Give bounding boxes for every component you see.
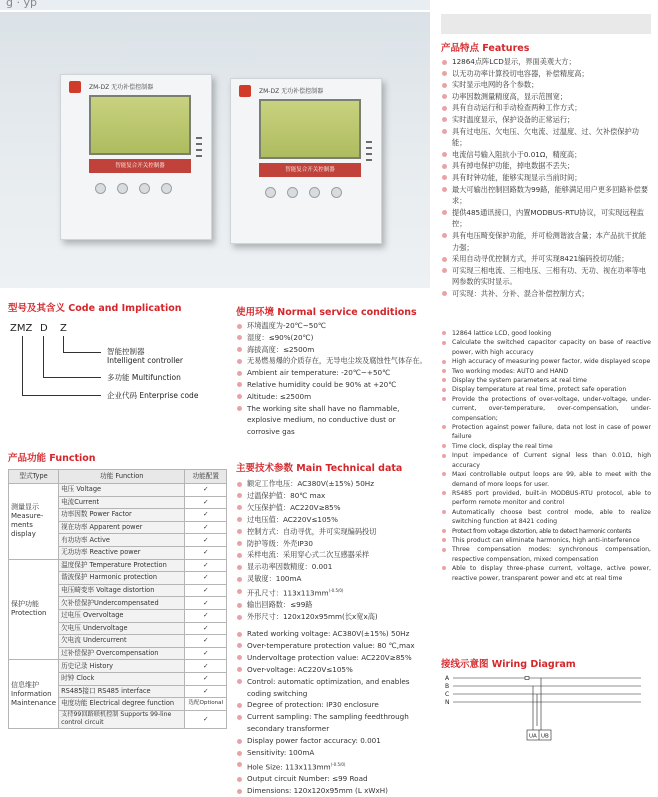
ct-symbol <box>525 677 529 680</box>
config-cell: ✓ <box>185 622 227 635</box>
list-item: 采样电流：采用穿心式二次互感器采样 <box>236 549 430 561</box>
config-cell: ✓ <box>185 484 227 497</box>
brand-logo-icon <box>239 85 251 97</box>
function-cell: RS485接口 RS485 interface <box>59 685 185 698</box>
list-item: High accuracy of measuring power factor, wide displayed scope <box>441 357 651 366</box>
list-item: 环境温度为-20℃~50℃ <box>236 320 430 332</box>
led-indicator <box>366 141 372 143</box>
config-cell: ✓ <box>185 685 227 698</box>
list-item: Three compensation modes: synchronous compensation, respective compensation, mixed compensation <box>441 545 651 564</box>
code-label-multifunction: 多功能 Multifunction <box>107 373 181 382</box>
device-left <box>60 74 212 240</box>
list-item: Provide the protections of over-voltage, under-voltage, under-current, over-temperature, over-compensation, under-compensation; <box>441 395 651 423</box>
led-indicator <box>196 137 202 139</box>
list-item: 具有自动运行和手动检查两种工作方式； <box>441 102 651 114</box>
device-button <box>265 187 276 198</box>
led-indicator <box>366 153 372 155</box>
function-cell: 电压畸变率 Voltage distortion <box>59 584 185 597</box>
list-item-text: Hole Size: 113x113mm <box>247 762 331 772</box>
list-item: Display the system parameters at real time <box>441 376 651 385</box>
code-line <box>43 336 44 378</box>
table-row <box>9 559 227 572</box>
list-item: Display temperature at real time, protect safe operation <box>441 385 651 394</box>
list-item: 控制方式：自动寻优，并可实现编码投切 <box>236 526 430 538</box>
superscript: (-0.5/0) <box>328 588 344 594</box>
function-cell: 欠补偿保护Undercompensated <box>59 597 185 610</box>
list-item: Maxi controllable output loops are 99, able to meet with the demand of more loops for user. <box>441 470 651 489</box>
group-name: 信息维护 Information Maintenance <box>9 660 59 728</box>
code-line <box>43 377 101 378</box>
list-item: 过电压值：AC220V≤105% <box>236 514 430 526</box>
function-cell: 电压 Voltage <box>59 484 185 497</box>
config-cell: ✓ <box>185 672 227 685</box>
list-item: 欠压保护值：AC220V≥85% <box>236 502 430 514</box>
code-line <box>63 336 64 353</box>
list-item: This product can eliminate harmonics, high anti-interference <box>441 536 651 545</box>
features-list-en <box>441 329 651 583</box>
list-item: Undervoltage protection value: AC220V≥85% <box>236 652 430 664</box>
list-item: 显示功率因数精度：0.001 <box>236 561 430 573</box>
right-header-bar <box>441 14 651 34</box>
list-item: 外形尺寸：120x120x95mm(长x宽x高) <box>236 611 430 623</box>
device-plate <box>259 163 361 177</box>
function-cell: 功率因数 Power Factor <box>59 509 185 522</box>
code-letter-z: Z <box>60 323 67 334</box>
list-item: Input impedance of Current signal less than 0.01Ω, high accuracy <box>441 451 651 470</box>
config-cell: ✓ <box>185 584 227 597</box>
function-cell: 谐波保护 Harmonic protection <box>59 572 185 585</box>
device-button <box>309 187 320 198</box>
function-cell: 电度功能 Electrical degree function <box>59 698 185 711</box>
list-item: Rated working voltage: AC380V(±15%) 50Hz <box>236 628 430 640</box>
header-fragment: g · yp <box>6 0 37 9</box>
code-label-intelligent-cn: 智能控制器 <box>107 347 145 356</box>
function-cell: 历史记录 History <box>59 660 185 673</box>
config-cell: ✓ <box>185 559 227 572</box>
list-item: 灵敏度：100mA <box>236 573 430 585</box>
header-config: 功能配置 <box>185 470 227 484</box>
list-item: 提供485通讯接口，内置MODBUS-RTU协议，可实现远程监控； <box>441 207 651 230</box>
list-item: 12864 lattice LCD, good looking <box>441 329 651 338</box>
list-item: Two working modes: AUTO and HAND <box>441 367 651 376</box>
terminal-ub: UB <box>541 733 549 740</box>
device-button <box>95 183 106 194</box>
function-cell: 电流Current <box>59 496 185 509</box>
brand-logo-icon <box>69 81 81 93</box>
tech-list-cn <box>236 478 430 623</box>
list-item: 具有掉电保护功能，掉电数据不丢失； <box>441 160 651 172</box>
device-plate <box>89 159 191 173</box>
list-item: 功率因数测量精度高，显示范围宽； <box>441 91 651 103</box>
config-cell: ✓ <box>185 521 227 534</box>
list-item: Protection against power failure, data not lost in case of power failure <box>441 423 651 442</box>
led-indicator <box>366 159 372 161</box>
config-cell: ✓ <box>185 546 227 559</box>
lcd-screen <box>259 99 361 159</box>
list-item: 可实现：共补、分补、混合补偿控制方式； <box>441 288 651 300</box>
wiring-diagram <box>445 674 645 744</box>
list-item-text: 开孔尺寸：113x113mm <box>247 588 329 598</box>
function-cell: 支持99回路联机控制 Supports 99-line control circuit <box>59 710 185 728</box>
phase-label-c: C <box>445 691 450 698</box>
config-cell: ✓ <box>185 710 227 728</box>
phase-label-a: A <box>445 675 450 682</box>
list-item: 海拔高度：≤2500m <box>236 344 430 356</box>
device-button <box>139 183 150 194</box>
led-indicator <box>366 147 372 149</box>
device-button <box>331 187 342 198</box>
environment-list <box>236 320 430 438</box>
device-button <box>287 187 298 198</box>
list-item: 具有时钟功能，能够实现显示当前时间； <box>441 172 651 184</box>
list-item: Protect from voltage distortion, able to detect harmonic contents <box>441 527 651 536</box>
list-item: Automatically choose best control mode, able to realize switching function at 8421 coding <box>441 508 651 527</box>
function-cell: 有功功率 Active <box>59 534 185 547</box>
list-item: The working site shall have no flammable, explosive medium, no conductive dust or corrosive gas <box>236 403 430 438</box>
list-item: 最大可输出控制回路数为99路，能够满足用户更多回路补偿要求； <box>441 184 651 207</box>
config-cell: 选配Optional <box>185 698 227 711</box>
list-item: 可实现三相电流、三相电压、三相有功、无功、视在功率等电网参数的实时显示。 <box>441 265 651 288</box>
config-cell: ✓ <box>185 509 227 522</box>
list-item: 无易燃易爆的介质存在，无导电尘埃及腐蚀性气体存在。 <box>236 355 430 367</box>
list-item: Output circuit Number: ≤99 Road <box>236 773 430 785</box>
config-cell: ✓ <box>185 534 227 547</box>
device-title: ZM-DZ 无功补偿控制器 <box>259 88 324 95</box>
list-item: Calculate the switched capacitor capacity on base of reactive power, with high accuracy <box>441 338 651 357</box>
function-cell: 过电压 Overvoltage <box>59 609 185 622</box>
code-line <box>63 352 101 353</box>
product-photo <box>0 12 430 288</box>
function-cell: 过补偿保护 Overcompensation <box>59 647 185 660</box>
list-item: Relative humidity could be 90% at +20℃ <box>236 379 430 391</box>
phase-label-b: B <box>445 683 450 690</box>
function-cell: 时钟 Clock <box>59 672 185 685</box>
lcd-screen <box>89 95 191 155</box>
function-table <box>8 469 227 729</box>
list-item: RS485 port provided, built-in MODBUS-RTU protocol, able to perform remote monitor and control <box>441 489 651 508</box>
config-cell: ✓ <box>185 635 227 648</box>
device-button <box>161 183 172 194</box>
list-item: 额定工作电压：AC380V(±15%) 50Hz <box>236 478 430 490</box>
top-strip <box>0 0 430 10</box>
list-item: 实时显示电网的各个参数； <box>441 79 651 91</box>
tech-list-en <box>236 628 430 797</box>
list-item: Dimensions: 120x120x95mm (L xWxH) <box>236 785 430 797</box>
code-line <box>22 395 101 396</box>
list-item: 过温保护值：80℃ max <box>236 490 430 502</box>
code-label-intelligent-en: Intelligent controller <box>107 356 184 365</box>
config-cell: ✓ <box>185 660 227 673</box>
list-item: 以无功功率计算投切电容器，补偿精度高； <box>441 68 651 80</box>
device-right <box>230 78 382 244</box>
tech-title: 主要技术参数 Main Technical data <box>236 463 403 474</box>
list-item: Able to display three-phase current, voltage, active power, reactive power, transparent power and etc at real time <box>441 564 651 583</box>
list-item: Altitude: ≤2500m <box>236 391 430 403</box>
led-indicator <box>196 155 202 157</box>
list-item: 湿度：≤90%(20℃) <box>236 332 430 344</box>
features-title: 产品特点 Features <box>441 43 530 54</box>
list-item: 采用自动寻优控制方式，并可实现8421编码投切功能； <box>441 253 651 265</box>
list-item: Current sampling: The sampling feedthrough secondary transformer <box>236 711 430 735</box>
list-item: 输出回路数：≤99路 <box>236 599 430 611</box>
function-cell: 欠电流 Undercurrent <box>59 635 185 648</box>
features-list-cn <box>441 56 651 299</box>
list-item: Sensitivity: 100mA <box>236 747 430 759</box>
list-item: Control: automatic optimization, and enables coding switching <box>236 676 430 700</box>
table-row <box>9 484 227 497</box>
device-plate-text: 智能复合开关控制器 <box>115 163 165 169</box>
config-cell: ✓ <box>185 647 227 660</box>
led-indicator <box>196 143 202 145</box>
table-row <box>9 660 227 673</box>
config-cell: ✓ <box>185 572 227 585</box>
led-indicator <box>196 149 202 151</box>
list-item: Display power factor accuracy: 0.001 <box>236 735 430 747</box>
config-cell: ✓ <box>185 609 227 622</box>
list-item: 电流信号输入阻抗小于0.01Ω，精度高； <box>441 149 651 161</box>
function-cell: 视在功率 Apparent power <box>59 521 185 534</box>
function-title: 产品功能 Function <box>8 453 96 464</box>
terminal-ua: UA <box>529 733 537 740</box>
config-cell: ✓ <box>185 597 227 610</box>
header-type: 型式Type <box>9 470 59 484</box>
phase-label-n: N <box>445 699 450 706</box>
group-name: 保护功能 Protection <box>9 559 59 660</box>
list-item: 防护等级：外壳IP30 <box>236 538 430 550</box>
code-letter-d: D <box>40 323 48 334</box>
list-item: Over-voltage: AC220V≤105% <box>236 664 430 676</box>
code-line <box>22 336 23 396</box>
environment-title: 使用环境 Normal service conditions <box>236 307 417 318</box>
list-item: 具有电压畸变保护功能，并可检测谐波含量；本产品抗干扰能力强； <box>441 230 651 253</box>
list-item: Time clock, display the real time <box>441 442 651 451</box>
code-label-enterprise: 企业代码 Enterprise code <box>107 391 199 400</box>
function-cell: 无功功率 Reactive power <box>59 546 185 559</box>
device-plate-text: 智能复合开关控制器 <box>285 167 335 173</box>
header-function: 功能 Function <box>59 470 185 484</box>
list-item: 12864点阵LCD显示，界面美观大方； <box>441 56 651 68</box>
device-button <box>117 183 128 194</box>
function-cell: 温度保护 Temperature Protection <box>59 559 185 572</box>
list-item: Over-temperature protection value: 80 ℃,max <box>236 640 430 652</box>
list-item: Degree of protection: IP30 enclosure <box>236 699 430 711</box>
function-cell: 欠电压 Undervoltage <box>59 622 185 635</box>
group-name: 测量显示 Measure-ments display <box>9 484 59 560</box>
list-item: 具有过电压、欠电压、欠电流、过温度、过、欠补偿保护功能； <box>441 126 651 149</box>
code-title: 型号及其含义 Code and Implication <box>8 303 182 314</box>
code-letter-zmz: ZMZ <box>10 323 33 334</box>
superscript: (-0.5/0) <box>330 761 346 767</box>
list-item <box>236 759 430 773</box>
config-cell: ✓ <box>185 496 227 509</box>
list-item <box>236 585 430 599</box>
device-title: ZM-DZ 无功补偿控制器 <box>89 84 154 91</box>
wiring-title: 接线示意图 Wiring Diagram <box>441 659 576 670</box>
list-item: 实时温度显示，保护设备的正常运行； <box>441 114 651 126</box>
list-item: Ambient air temperature: -20℃~+50℃ <box>236 367 430 379</box>
